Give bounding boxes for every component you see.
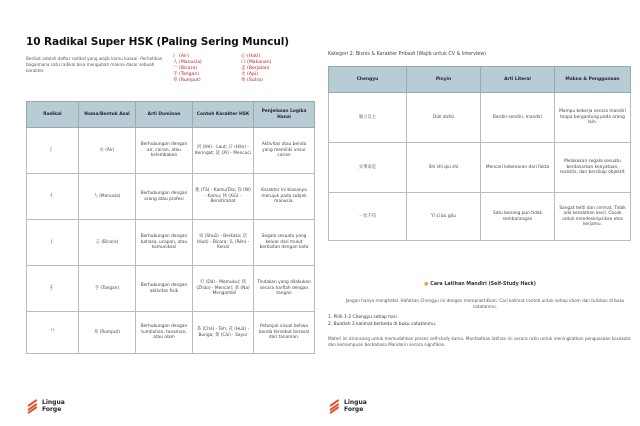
table-cell: 言 (Bicara) [79, 220, 136, 266]
radical-list-item: 口 (Makanan) [241, 60, 272, 65]
column-header: Radikal [27, 102, 79, 128]
table-cell: 氵 [27, 128, 79, 174]
table-row [27, 312, 315, 354]
table-cell: Berhubungan dengan orang atau profesi [136, 174, 193, 220]
table-cell: 手 (Tangan) [79, 266, 136, 312]
table-cell: Berhubungan dengan bahasa, ucapan, atau komunikasi [136, 220, 193, 266]
brand-logo [328, 400, 367, 413]
table-cell: 实事求是 [329, 143, 407, 193]
table-cell: 他 (Tā) - Kamu/Dia; 你 (Nǐ) - Kamu; 休 (Xiū) - Beristirahat [193, 174, 254, 220]
table-cell: Mampu bekerja secara mandiri tanpa bergantung pada orang lain. [555, 93, 631, 143]
table-cell: Petunjuk visual bahwa benda tersebut berasal dari tanaman. [254, 312, 315, 354]
tips-steps [328, 314, 628, 328]
column-header: Arti Dominan [136, 102, 193, 128]
table-cell: 艹 [27, 312, 79, 354]
table-cell: 讠 [27, 220, 79, 266]
table-row [329, 143, 631, 193]
radical-list-item: 走 (Berjalan) [241, 66, 270, 71]
radical-list-item: 草 (Rumput) [173, 78, 201, 83]
table-header-row [27, 102, 315, 128]
list-item: 2. Buatlah 3 kalimat berbeda di buku catatanmu. [328, 322, 437, 327]
table-cell: Berhubungan dengan air, cairan, atau kelembaban [136, 128, 193, 174]
table-cell: 河 (Hé) - Laut; 汗 (Hàn) - Keringat; 洗 (Xǐ) - Mencuci [193, 128, 254, 174]
right-page [320, 0, 640, 426]
column-header: Penjelasan Logika Hanzi [254, 102, 315, 128]
table-row [27, 266, 315, 312]
table-cell: Segala sesuatu yang keluar dari mulut berkaitan dengan kata [254, 220, 315, 266]
table-row [27, 174, 315, 220]
tips-heading-text: Cara Latihan Mandiri (Self-Study Hack) [430, 282, 536, 287]
bullet-icon: ● [424, 282, 429, 287]
column-header: Pinyin [407, 67, 481, 93]
table-cell: 人 (Manusia) [79, 174, 136, 220]
table-cell: Tindakan yang dilakukan secara harfiah dengan tangan [254, 266, 315, 312]
radical-list [173, 54, 303, 84]
table-cell: 打 (Dǎ) - Memukul; 找 (Zhǎo) - Mencari; 拿 (Ná) - Mengambil [193, 266, 254, 312]
radical-list-item: 火 (Api) [241, 72, 258, 77]
column-header: Arti Literal [481, 67, 555, 93]
table-cell: Karakter ini biasanya merujuk pada subjek manusia. [254, 174, 315, 220]
table-cell: Yī sī bù gǒu [407, 193, 481, 241]
table-cell: Sangat teliti dan cermat. Tidak ada kesalahan kecil. Cocok untuk mendeskripsikan etos kerjamu. [555, 193, 631, 241]
brand-logo [26, 400, 65, 413]
table-cell: 独立自主 [329, 93, 407, 143]
logo-text: Lingua Forge [42, 399, 65, 413]
column-header: Chengyu [329, 67, 407, 93]
table-header-row [329, 67, 631, 93]
table-row [329, 93, 631, 143]
table-cell: Aktivitas atau benda yang memiliki unsur cairan [254, 128, 315, 174]
table-cell: 草 (Rumput) [79, 312, 136, 354]
logo-text: Lingua Forge [344, 399, 367, 413]
table-row [27, 128, 315, 174]
radical-list-item: 宀 (Bicara) [173, 66, 198, 71]
table-cell: Berdiri sendiri, mandiri [481, 93, 555, 143]
logo-mark-icon [26, 400, 39, 413]
radical-list-item: 氵 (Air) [173, 54, 189, 59]
table-cell: 扌 [27, 266, 79, 312]
tips-intro: Jangan hanya menghafal. Hafalkan Chengyu ini dengan mempraktikkan: Cari kalimat contoh untuk setiap idiom dan tuliskan di buku catatanmu. [345, 298, 625, 309]
table-cell: 茶 (Chá) - Teh; 花 (Huā) - Bunga; 菜 (Cài) - Sayur [193, 312, 254, 354]
radical-list-item: 糸 (Sutra) [241, 78, 263, 83]
intro-paragraph: Berikut adalah daftar radikal yang wajib kamu kuasai. Perhatikan bagaimana satu radikal bisa mengubah makna dasar sebuah karakter. [26, 56, 163, 73]
table-row [329, 193, 631, 241]
tips-heading [320, 282, 640, 287]
radical-table [26, 101, 315, 354]
table-caption: Kategori 2: Bisnis & Karakter Pribadi (Wajib untuk CV & Interview) [328, 52, 487, 57]
closing-paragraph: Materi ini dirancang untuk memudahkan proses self-study kamu. Manfaatkan latihan ini secara rutin untuk meningkatkan penguasaan kosakata dan kemampuan berbahasa Mandarin secara signifikan. [328, 336, 631, 347]
table-cell: 一丝不苟 [329, 193, 407, 241]
table-cell: 水 (Air) [79, 128, 136, 174]
column-header: Contoh Karakter HSK [193, 102, 254, 128]
radical-list-item: 手 (Tangan) [173, 72, 200, 77]
table-cell: Dúlì zìzhǔ [407, 93, 481, 143]
table-cell: Berhubungan dengan tumbuhan, tanaman, atau alam [136, 312, 193, 354]
table-row [27, 220, 315, 266]
table-cell: Shí shì qiú shì [407, 143, 481, 193]
table-cell: 亻 [27, 174, 79, 220]
table-cell: Berhubungan dengan aktivitas fisik [136, 266, 193, 312]
table-cell: Mencari kebenaran dari fakta [481, 143, 555, 193]
radical-list-item: 心 (Hati) [241, 54, 260, 59]
chengyu-table [328, 66, 631, 241]
radical-list-item: 人 (Manusia) [173, 60, 202, 65]
page-title: 10 Radikal Super HSK (Paling Sering Muncul) [26, 36, 289, 48]
column-header: Nama/Bentuk Asal [79, 102, 136, 128]
table-cell: Satu benang pun tidak sembarangan [481, 193, 555, 241]
table-cell: Melakukan segala sesuatu berdasarkan kenyataan, realistis, dan bersikap objektif. [555, 143, 631, 193]
column-header: Makna & Penggunaan [555, 67, 631, 93]
logo-mark-icon [328, 400, 341, 413]
list-item: 1. Pilih 1-2 Chengyu setiap hari. [328, 315, 399, 320]
table-cell: 说 (Shuō) - Berkata; 话 (Huà) - Bicara; 认 (Rèn) - Kenal [193, 220, 254, 266]
